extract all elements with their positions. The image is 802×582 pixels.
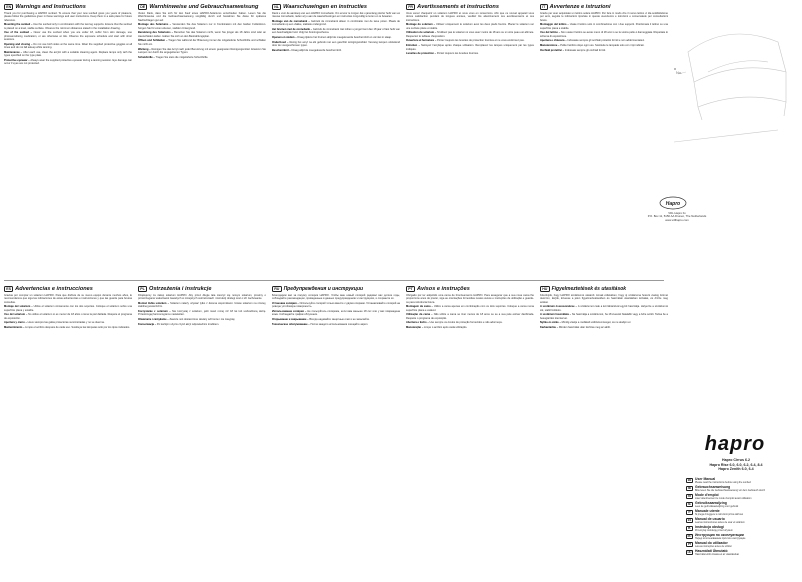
lang-badge: EN [4, 4, 13, 10]
model-name: Hapro Rise 6.0, 6.0, 6.2, 6.4, 8.4 [709, 462, 763, 467]
section-title: Waarschuwingen en instructies [283, 4, 367, 10]
manual-item [686, 518, 796, 524]
manual-title: Használati Útmutató [695, 549, 728, 553]
paragraph: Schutzbrille – Tragen Sie stets die mitgelieferte Schutzbrille. [138, 55, 209, 59]
paragraph: Wartung – Reinigen Sie das Acryl nach jeder Benutzung mit einem geeigneten Reinigungsmittel. Ersetzen Sie Lampen nur durch die angegebenen Typen. [138, 47, 266, 54]
manual-title: Gebruiksaanwijzing [695, 501, 727, 505]
paragraph: Lunettes de protection – Portez toujours les lunettes fournies. [406, 52, 479, 56]
paragraph: Montage des Solariums – Verwenden Sie das Solarium nur in Kombination mit den beiden Fußstützen. Sorgen Sie für einen ebenen, stabilen Untergrund. [138, 23, 266, 30]
paragraph: Beschermbril – Draag altijd de meegeleverde beschermbril. [272, 48, 342, 52]
manual-title: User Manual [695, 477, 716, 481]
manual-title: Manual de usuario [695, 517, 725, 521]
lang-badge: EN [687, 479, 692, 482]
paragraph: Apertura e chiusura – Indossate sempre gli occhiali protettivi forniti e non addormentatevi. [540, 39, 645, 43]
address-line: www.vdlhapro.com [665, 217, 689, 222]
manual-subtitle: Használat előtt olvassa el az utasításokat [695, 553, 739, 557]
paragraph: Montaje del solarium – Utilice el solarium únicamente con los dos soportes. Coloque el solarium sobre una superficie plana y estable. [4, 305, 132, 312]
lang-badge: IT [686, 510, 693, 515]
manual-title: Manual do utilizador [695, 541, 728, 545]
sketch-label-no: No. [676, 70, 683, 75]
paragraph: Obrigado por ter adquirido uma cama de bronzeamento HAPRO. Para assegurar que a sua nova cama lhe proporcione anos de prazer, siga as orientações fornecidas nestes avisos e instruções de utilização e guarde-os para referência futura. [406, 293, 534, 304]
lang-badge: HU [540, 286, 550, 292]
section-title: Ostrzeżenia i instrukcje [148, 286, 212, 292]
paragraph: Abertura e fecho – Use sempre os óculos de proteção fornecidos e não adormeça. [406, 321, 503, 325]
manual-title: Instrukcja obsługi [695, 525, 725, 529]
manual-subtitle: Si prega di leggere le istruzioni prima dell'uso [695, 513, 744, 517]
manual-item [686, 478, 796, 484]
lang-badge: HU [687, 551, 692, 554]
section-de [138, 4, 266, 272]
section-pl [138, 286, 266, 578]
lang-badge: IT [540, 4, 548, 10]
lang-badge: DE [687, 487, 692, 490]
company-address [642, 212, 712, 222]
lang-badge: FR [687, 495, 692, 498]
lang-badge: RU [687, 535, 692, 538]
manual-language-list [686, 478, 796, 558]
sunbed-sketch [668, 12, 794, 152]
paragraph: Korzystanie z solarium – Nie korzystaj z solarium, jeśli masz mniej niż 18 lat lub uszkodzoną skórę. Przestrzegaj harmonogramu naświetlań. [138, 310, 266, 317]
hapro-seal-icon [658, 196, 688, 210]
paragraph: Uso del solarium – No utilice el solarium si es menor de 18 años o tiene la piel dañada. Respete el programa de exposición. [4, 313, 132, 320]
paragraph: Thank you for purchasing a HAPRO sunbed. To ensure that your new sunbed gives you years of pleasure, please follow the guidelines given in these warnings and user instructions. Keep them in a safe place for future reference. [4, 11, 132, 22]
paragraph: Техническое обслуживание – После каждого использования очищайте акрил. [272, 322, 369, 326]
model-list [688, 458, 784, 472]
section-title: Предупреждения и инструкции [283, 286, 364, 292]
section-title: Warnings and Instructions [15, 4, 86, 10]
manual-item [686, 526, 796, 532]
paragraph: Benutzung des Solariums – Benutzen Sie das Solarium nicht, wenn Sie jünger als 18 Jahre sind oder an Hautschäden leiden. Halten Sie sich an den Bestrahlungsplan. [138, 31, 266, 38]
section-title: Avvertenze e istruzioni [549, 4, 611, 10]
paragraph: Открывание и закрывание – Всегда надевайте защитные очки и не засыпайте. [272, 318, 370, 322]
lang-badge: NL [687, 503, 692, 506]
paragraph: Maintenance – After each use, clean the acrylic with a suitable cleaning agent. Replace lamps only with the types specified on the type plate. [4, 50, 132, 58]
brand-logo: hapro [704, 433, 766, 455]
lang-badge: PL [138, 286, 147, 292]
paragraph: Gracias por comprar un solarium HAPRO. Para que disfrute de su nuevo equipo durante muchos años, le recomendamos que siga las indicaciones de estas advertencias e instrucciones y que las guarde para futuras consultas. [4, 293, 132, 304]
lang-badge: PT [687, 543, 692, 546]
paragraph: Использование солярия – Не пользуйтесь солярием, если вам меньше 18 лет или у вас повреждена кожа. Соблюдайте график облучения. [272, 310, 400, 317]
lang-badge: FR [406, 4, 415, 10]
lang-badge: PL [687, 527, 692, 530]
paragraph: Благодарим вас за покупку солярия HAPRO. Чтобы ваш новый солярий радовал вас долгие годы, соблюдайте рекомендации, приведенные в данных предупреждениях и инструкциях, и сохраните их. [272, 293, 400, 301]
paragraph: A szolárium összeszerelése – A szoláriumot csak a két lábtartóval együtt használja. Helyezze a szoláriumot sík, stabil felületre. [540, 305, 668, 312]
paragraph: Apertura y cierre – Lleve siempre las gafas protectoras suministradas y no se duerma. [4, 321, 105, 325]
paragraph: Grazie per aver acquistato un lettino solare HAPRO. Per fare in modo che il nuovo lettino vi dia soddisfazione per anni, seguite le indicazioni riportate in queste avvertenze e istruzioni e conservatele per consultazioni future. [540, 11, 668, 22]
paragraph: Karbantartás – Minden használat után tisztítsa meg az akrilt. [540, 326, 611, 330]
section-title: Warnhinweise und Gebrauchsanweisung [149, 4, 259, 10]
paragraph: Opening and closing – Do not use both sides at the same time. Wear the supplied protective goggles at all times and do not fall asleep while tanning. [4, 42, 132, 50]
paragraph: Utilização da cama – Não utilize a cama se tiver menos de 18 anos ou se a sua pele estiver danificada. Respeite o programa de exposição. [406, 313, 534, 320]
paragraph: Montaż łóżka solarium – Solarium należy używać tylko z dwoma wspornikami. Ustaw solarium na równej, stabilnej powierzchni. [138, 301, 266, 309]
paragraph: Otwieranie i zamykanie – Zawsze noś dostarczone okulary ochronne i nie zasypiaj. [138, 318, 236, 322]
paragraph: Occhiali protettivi – Indossate sempre gli occhiali forniti. [540, 48, 606, 52]
address-line: VDL Hapro bv [668, 211, 686, 215]
section-divider [4, 280, 664, 281]
manual-subtitle: Przeczytaj instrukcję przed użyciem [695, 529, 733, 533]
manual-item [686, 502, 796, 508]
section-en [4, 4, 132, 272]
manual-subtitle: Leia as instruções antes de utilizar [695, 545, 732, 549]
paragraph: A szolárium használata – Ne használja a szoláriumot, ha 18 évesnél fiatalabb vagy a bőre sérült. Tartsa be a besugárzási ütemtervet. [540, 313, 668, 320]
paragraph: Utilisation du solarium – N'utilisez pas le solarium si vous avez moins de 18 ans ou si votre peau est abîmée. Respectez le tableau d'exposition. [406, 31, 534, 38]
section-pt [406, 286, 534, 578]
section-title: Figyelmeztetések és utasítások [551, 286, 627, 292]
manual-subtitle: Bitte lesen Sie die Gebrauchsanweisung vor dem Gebrauch durch [695, 489, 766, 493]
section-title: Avertissements et instructions [417, 4, 499, 10]
manual-subtitle: Lea las instrucciones antes de usar el solárium [695, 521, 745, 525]
manual-item [686, 510, 796, 516]
model-name: Hapro Cirrus 6.2 [722, 458, 750, 462]
paragraph: Dziękujemy za zakup solarium HAPRO. Aby przez długie lata cieszyć się nowym solarium, prosimy o przestrzeganie wskazówek zawartych w niniejszych ostrzeżeniach i instrukcji obsługi oraz o ich zachowanie. [138, 293, 266, 301]
manual-item [686, 534, 796, 540]
paragraph: Ouverture et fermeture – Portez toujours les lunettes de protection fournies et ne vous endormez pas. [406, 39, 525, 43]
manual-item [686, 494, 796, 500]
small-logo-text: Hapro [665, 201, 681, 207]
paragraph: Het bruinen met de zonnebank – Gebruik de zonnebank niet indien u jonger bent dan 18 jaar of last hebt van een beschadigde huid. Volg het bruiningsschema. [272, 28, 400, 35]
paragraph: Use of the sunbed – Never use the sunbed when you are under 18, suffer from skin damage, use photosensitising medication, or are otherwise at risk. Observe the exposure schedule and start with short sessions. [4, 31, 132, 42]
section-nl [272, 4, 400, 272]
lang-badge: PT [406, 286, 415, 292]
paragraph: Mounting the sunbed – Use the sunbed only in combination with the two leg supports. Ensure that the sunbed is placed on a level, stable surface. Observe the minimum distances stated in the installation drawing. [4, 23, 132, 30]
paragraph: Vous venez d'acquérir un solarium HAPRO et nous vous en remercions. Afin que ce nouvel appareil vous donne satisfaction pendant de longues années, veuillez lire attentivement ces avertissements et ces instructions. [406, 11, 534, 22]
paragraph: Dank u voor de aankoop van een HAPRO zonnebank. Om ervoor te zorgen dat u jarenlang plezier hebt van uw nieuwe zonnebank, raden wij u aan de waarschuwingen en instructies zorgvuldig te lezen en te bewaren. [272, 11, 400, 19]
paragraph: Montage van de zonnebank – Gebruik de zonnebank alleen in combinatie met de twee poten. Plaats de zonnebank op een vlakke, stabiele ondergrond. [272, 19, 400, 27]
paragraph: Onderhoud – Reinig het acryl na elk gebruik met een geschikt reinigingsmiddel. Vervang lampen uitsluitend door de voorgeschreven typen. [272, 40, 400, 48]
paragraph: Montagem da cama – Utilize a cama apenas em combinação com os dois suportes. Coloque a cama numa superfície plana e estável. [406, 305, 534, 312]
section-title: Avisos e instruções [416, 286, 470, 292]
paragraph: Установка солярия – Используйте солярий только вместе с двумя опорами. Устанавливайте солярий на ровную устойчивую поверхность. [272, 301, 400, 309]
paragraph: Mantenimiento – Limpie el acrílico después de cada uso. Sustituya las lámparas sólo por los tipos indicados. [4, 326, 131, 330]
small-logo [658, 196, 688, 210]
paragraph: Öffnen und Schließen – Tragen Sie während der Bräunung immer die mitgelieferte Schutzbrille und schlafen Sie nicht ein. [138, 39, 266, 46]
paragraph: Openen en sluiten – Draag tijdens het bruinen altijd de meegeleverde beschermbril en val niet in slaap. [272, 36, 392, 40]
paragraph: Nyitás és zárás – Mindig viselje a mellékelt védőszemüveget, és ne aludjon el. [540, 321, 631, 325]
manual-title: Manuale utente [695, 509, 720, 513]
manual-title: Gebrauchsanweisung [695, 485, 731, 489]
manual-subtitle: Lees de gebruiksaanwijzing voor gebruik [695, 505, 739, 509]
section-title: Advertencias e instrucciones [15, 286, 93, 292]
manual-subtitle: Please read the instructions before using the sunbed [695, 481, 751, 485]
paragraph: Manutenzione – Pulite l'acrilico dopo ogni uso. Sostituite le lampade solo con i tipi indicati. [540, 44, 645, 48]
lang-badge: ES [4, 286, 13, 292]
manual-title: Инструкция по эксплуатации [695, 533, 744, 537]
paragraph: Montage du solarium – Utilisez uniquement le solarium avec les deux pieds fournis. Placez le solarium sur une surface plane et stable. [406, 23, 534, 30]
model-name: Hapro Zenith 6.0, 6.4 [718, 467, 754, 472]
section-hu [540, 286, 668, 578]
manual-item [686, 486, 796, 492]
manual-subtitle: Перед использованием прочтите инструкцию [695, 537, 746, 541]
section-es [4, 286, 132, 578]
paragraph: Protective eyewear – Always wear the supplied protective eyewear during a tanning session. Eye damage can occur if eyes are not protected. [4, 58, 132, 66]
lang-badge: ES [687, 519, 692, 522]
paragraph: Köszönjük, hogy HAPRO szoláriumot vásárolt. Annak érdekében, hogy új szoláriuma hosszú évekig örömet okozzon, kérjük, kövesse a jelen figyelmeztetésekben és használati utasításban leírtakat, és őrizze meg azokat. [540, 293, 668, 304]
manual-subtitle: Lisez attentivement le mode d'emploi avant utilisation [695, 497, 752, 501]
sunbed-illustration [668, 12, 794, 152]
manual-title: Mode d'emploi [695, 493, 719, 497]
address-line: P.O. Box 11, 5150 AA Drunen, The Netherlands [647, 214, 707, 219]
paragraph: Montaggio del lettino – Usate il lettino solo in combinazione con i due supporti. Posizionate il lettino su una superficie piana e stabile. [540, 23, 668, 30]
paragraph: Konserwacja – Po każdym użyciu czyść akryl odpowiednim środkiem. [138, 322, 220, 326]
paragraph: Vielen Dank, dass Sie sich für den Kauf eines HAPRO-Solariums entschieden haben. Lesen Sie die Warnhinweise und die Gebrauchsanweisung sorgfältig durch und bewahren Sie diese für späteres Nachschlagen gut auf. [138, 11, 266, 22]
section-ru [272, 286, 400, 578]
section-fr [406, 4, 534, 272]
section-it [540, 4, 668, 272]
paragraph: Manutenção – Limpe o acrílico após cada utilização. [406, 326, 468, 330]
lang-badge: RU [272, 286, 282, 292]
manual-item [686, 542, 796, 548]
lang-badge: NL [272, 4, 281, 10]
paragraph: Entretien – Nettoyez l'acrylique après chaque utilisation. Remplacez les lampes uniquement par les types indiqués. [406, 44, 534, 51]
paragraph: Uso del lettino – Non usate il lettino se avete meno di 18 anni o se la vostra pelle è danneggiata. Rispettate lo schema di esposizione. [540, 31, 668, 38]
lang-badge: DE [138, 4, 147, 10]
manual-item [686, 550, 796, 556]
